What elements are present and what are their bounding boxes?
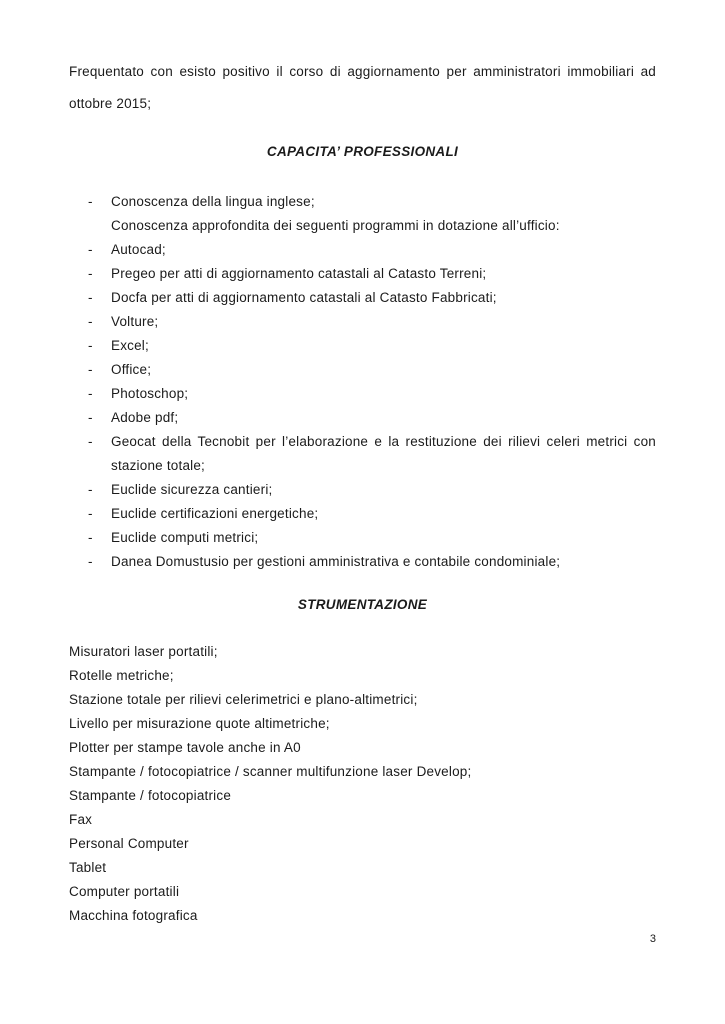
page-number: 3 (649, 933, 656, 945)
list-item-marker: - (88, 362, 93, 377)
list-item (69, 550, 656, 574)
list-line: Personal Computer (69, 836, 189, 851)
list-item-text: Conoscenza approfondita dei seguenti programmi in dotazione all’ufficio: (111, 218, 560, 233)
list-item (69, 478, 656, 502)
list-line: Computer portatili (69, 884, 180, 899)
list-item-marker: - (88, 290, 93, 305)
list-item (69, 526, 656, 550)
list-item-marker: - (88, 554, 93, 569)
section-title-strumentazione: STRUMENTAZIONE (297, 597, 428, 612)
list-item-text: Docfa per atti di aggiornamento catastali al Catasto Fabbricati; (111, 290, 497, 305)
list-item (69, 286, 656, 310)
list-item (69, 190, 656, 214)
list-line: Tablet (69, 860, 107, 875)
list-item-marker: - (88, 194, 93, 209)
list-item-text: Danea Domustusio per gestioni amministrativa e contabile condominiale; (111, 554, 561, 569)
list-line: Livello per misurazione quote altimetriche; (69, 716, 330, 731)
list-item-text: Pregeo per atti di aggiornamento catastali al Catasto Terreni; (111, 266, 487, 281)
list-item (69, 406, 656, 430)
list-item-text: Excel; (111, 338, 149, 353)
list-item (69, 382, 656, 406)
list-item-text: Autocad; (111, 242, 166, 257)
list-item-marker: - (88, 434, 93, 449)
list-line: Stazione totale per rilievi celerimetrici e plano-altimetrici; (69, 692, 418, 707)
list-item (69, 214, 656, 238)
list-item-text: Adobe pdf; (111, 410, 179, 425)
list-item-marker: - (88, 410, 93, 425)
list-item-marker: - (88, 266, 93, 281)
list-line: Misuratori laser portatili; (69, 644, 218, 659)
list-item-text: Euclide sicurezza cantieri; (111, 482, 273, 497)
list-item-text: Euclide certificazioni energetiche; (111, 506, 319, 521)
list-item-marker: - (88, 242, 93, 257)
list-item (69, 310, 656, 334)
list-line: Plotter per stampe tavole anche in A0 (69, 740, 301, 755)
intro-paragraph: Frequentato con esisto positivo il corso di aggiornamento per amministratori immobiliari ad ottobre 2015; (69, 64, 656, 111)
list-line: Stampante / fotocopiatrice / scanner multifunzione laser Develop; (69, 764, 472, 779)
list-line: Macchina fotografica (69, 908, 198, 923)
list-item-marker: - (88, 482, 93, 497)
list-item (69, 358, 656, 382)
list-item-marker: - (88, 338, 93, 353)
list-item-marker: - (88, 314, 93, 329)
list-item (69, 262, 656, 286)
list-item-text: Geocat della Tecnobit per l’elaborazione e la restituzione dei rilievi celeri metrici con stazione totale; (111, 434, 656, 473)
list-line: Stampante / fotocopiatrice (69, 788, 232, 803)
list-item-marker: - (88, 386, 93, 401)
list-item (69, 502, 656, 526)
list-item-text: Office; (111, 362, 152, 377)
section-title-capacita: CAPACITA’ PROFESSIONALI (266, 144, 459, 159)
capacita-list (69, 190, 656, 574)
list-item-text: Photoschop; (111, 386, 189, 401)
list-item-text: Euclide computi metrici; (111, 530, 259, 545)
list-line: Fax (69, 812, 93, 827)
list-line: Rotelle metriche; (69, 668, 174, 683)
list-item (69, 430, 656, 478)
strumentazione-list (69, 640, 656, 928)
list-item-marker: - (88, 506, 93, 521)
list-item (69, 334, 656, 358)
list-item-marker: - (88, 530, 93, 545)
list-item-text: Conoscenza della lingua inglese; (111, 194, 315, 209)
list-item-text: Volture; (111, 314, 159, 329)
list-item (69, 238, 656, 262)
